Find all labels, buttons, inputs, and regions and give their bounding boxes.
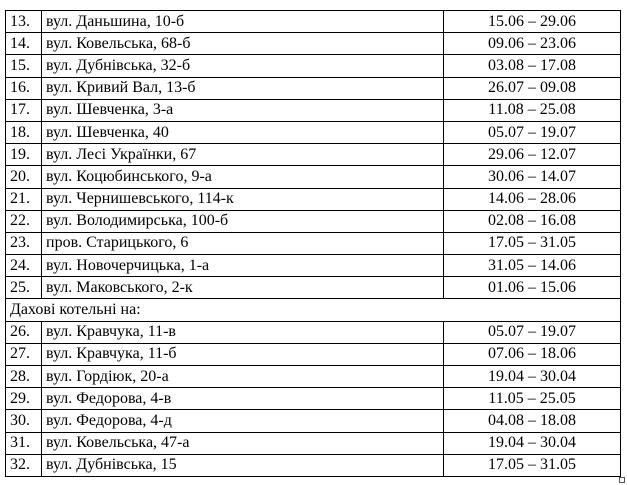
row-number-cell: 27. [6, 343, 42, 365]
table-row [6, 255, 621, 277]
address-cell: вул. Володимирська, 100-б [42, 210, 444, 232]
table-row [6, 388, 621, 410]
row-number-cell: 14. [6, 33, 42, 55]
period-cell: 07.06 – 18.06 [444, 343, 621, 365]
table-row [6, 55, 621, 77]
row-number-cell: 32. [6, 454, 42, 476]
schedule-table-body [6, 11, 621, 477]
section-heading: Дахові котельні на: [6, 299, 621, 321]
row-number-cell: 16. [6, 77, 42, 99]
address-cell: вул. Ковельська, 68-б [42, 33, 444, 55]
row-number-cell: 31. [6, 432, 42, 454]
row-number-cell: 18. [6, 121, 42, 143]
end-of-table-marker [619, 477, 625, 483]
period-cell: 19.04 – 30.04 [444, 432, 621, 454]
row-number-cell: 13. [6, 11, 42, 33]
address-cell: вул. Кравчука, 11-в [42, 321, 444, 343]
period-cell: 05.07 – 19.07 [444, 121, 621, 143]
table-row [6, 454, 621, 476]
row-number-cell: 26. [6, 321, 42, 343]
row-number-cell: 20. [6, 166, 42, 188]
table-row [6, 166, 621, 188]
table-row [6, 121, 621, 143]
address-cell: вул. Федорова, 4-в [42, 388, 444, 410]
section-row [6, 299, 621, 321]
period-cell: 17.05 – 31.05 [444, 454, 621, 476]
table-row [6, 321, 621, 343]
period-cell: 05.07 – 19.07 [444, 321, 621, 343]
row-number-cell: 19. [6, 144, 42, 166]
table-row [6, 99, 621, 121]
row-number-cell: 24. [6, 255, 42, 277]
row-number-cell: 29. [6, 388, 42, 410]
address-cell: вул. Лесі Українки, 67 [42, 144, 444, 166]
address-cell: вул. Шевченка, 40 [42, 121, 444, 143]
period-cell: 15.06 – 29.06 [444, 11, 621, 33]
row-number-cell: 25. [6, 277, 42, 299]
address-cell: вул. Кривий Вал, 13-б [42, 77, 444, 99]
address-cell: вул. Дубнівська, 15 [42, 454, 444, 476]
address-cell: вул. Чернишевського, 114-к [42, 188, 444, 210]
period-cell: 02.08 – 16.08 [444, 210, 621, 232]
table-row [6, 410, 621, 432]
schedule-table [5, 10, 621, 477]
address-cell: вул. Новочерчицька, 1-а [42, 255, 444, 277]
table-row [6, 144, 621, 166]
table-row [6, 366, 621, 388]
row-number-cell: 23. [6, 232, 42, 254]
table-row [6, 210, 621, 232]
period-cell: 17.05 – 31.05 [444, 232, 621, 254]
period-cell: 31.05 – 14.06 [444, 255, 621, 277]
address-cell: вул. Даньшина, 10-б [42, 11, 444, 33]
table-row [6, 33, 621, 55]
table-row [6, 232, 621, 254]
row-number-cell: 28. [6, 366, 42, 388]
address-cell: вул. Федорова, 4-д [42, 410, 444, 432]
address-cell: вул. Маковського, 2-к [42, 277, 444, 299]
address-cell: вул. Дубнівська, 32-б [42, 55, 444, 77]
period-cell: 14.06 – 28.06 [444, 188, 621, 210]
period-cell: 04.08 – 18.08 [444, 410, 621, 432]
address-cell: вул. Шевченка, 3-а [42, 99, 444, 121]
period-cell: 29.06 – 12.07 [444, 144, 621, 166]
address-cell: вул. Ковельська, 47-а [42, 432, 444, 454]
period-cell: 26.07 – 09.08 [444, 77, 621, 99]
period-cell: 03.08 – 17.08 [444, 55, 621, 77]
table-row [6, 432, 621, 454]
row-number-cell: 17. [6, 99, 42, 121]
table-row [6, 188, 621, 210]
period-cell: 11.05 – 25.05 [444, 388, 621, 410]
address-cell: вул. Кравчука, 11-б [42, 343, 444, 365]
table-row [6, 77, 621, 99]
row-number-cell: 21. [6, 188, 42, 210]
row-number-cell: 15. [6, 55, 42, 77]
address-cell: вул. Гордіюк, 20-а [42, 366, 444, 388]
address-cell: вул. Коцюбинського, 9-а [42, 166, 444, 188]
period-cell: 11.08 – 25.08 [444, 99, 621, 121]
row-number-cell: 30. [6, 410, 42, 432]
address-cell: пров. Старицького, 6 [42, 232, 444, 254]
period-cell: 01.06 – 15.06 [444, 277, 621, 299]
period-cell: 30.06 – 14.07 [444, 166, 621, 188]
period-cell: 19.04 – 30.04 [444, 366, 621, 388]
table-row [6, 343, 621, 365]
row-number-cell: 22. [6, 210, 42, 232]
period-cell: 09.06 – 23.06 [444, 33, 621, 55]
table-row [6, 277, 621, 299]
table-row [6, 11, 621, 33]
